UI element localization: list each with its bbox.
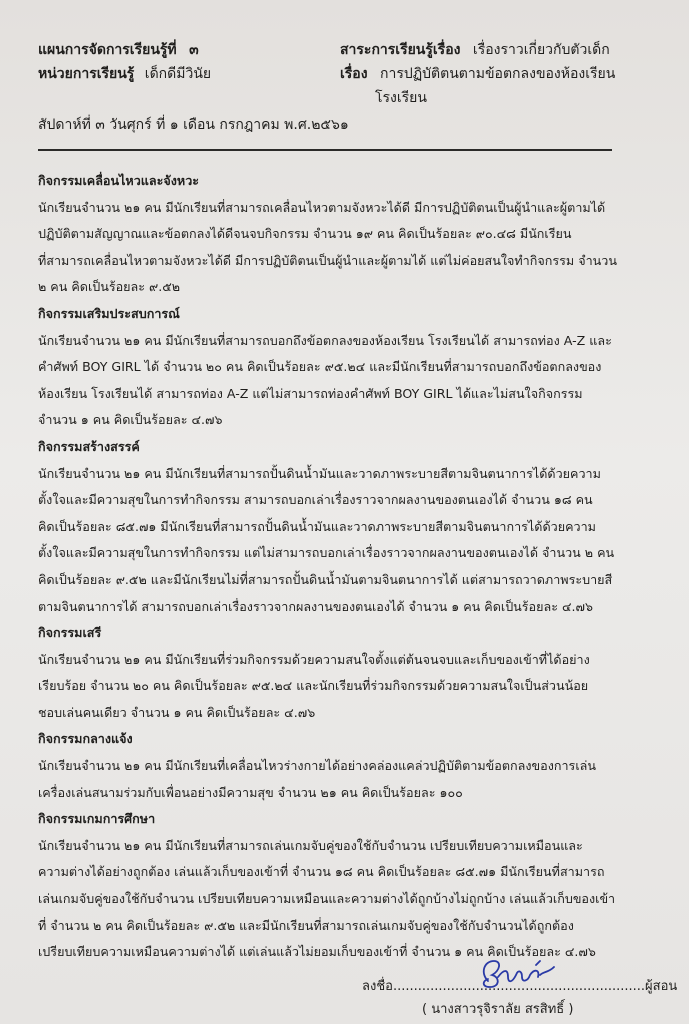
paragraph-line: ตั้งใจและมีความสุขในการทำกิจกรรม สามารถบอกเล่าเรื่องราวจากผลงานของตนเองได้ จำนวน ๑๘ คน	[38, 492, 593, 508]
paragraph-line: ๒ คน คิดเป็นร้อยละ ๙.๕๒	[38, 279, 181, 295]
paragraph-line: นักเรียนจำนวน ๒๑ คน มีนักเรียนที่สามารถเคลื่อนไหวตามจังหวะได้ดี มีการปฏิบัติตนเป็นผู้นำและผู้ตามได้	[38, 199, 606, 215]
section	[38, 620, 658, 726]
paragraph-line: ความต่างได้อย่างถูกต้อง เล่นแล้วเก็บของเข้าที่ จำนวน ๑๘ คน คิดเป็นร้อยละ ๘๕.๗๑ มีนักเรียนที่สามารถ	[38, 864, 605, 880]
paragraph-line: นักเรียนจำนวน ๒๑ คน มีนักเรียนที่เคลื่อนไหวร่างกายได้อย่างคล่องแคล่วปฏิบัติตามข้อตกลงของการเล่น	[38, 758, 596, 774]
core-value: เรื่องราวเกี่ยวกับตัวเด็ก	[472, 42, 610, 58]
paragraph-line: คิดเป็นร้อยละ ๘๕.๗๑ มีนักเรียนที่สามารถปั้นดินน้ำมันและวาดภาพระบายสีตามจินตนาการได้ด้วยความ	[38, 518, 596, 534]
signature-dots: .........................	[541, 979, 646, 994]
teacher-name: ( นางสาวรุจิราลัย สรสิทธิ์ )	[422, 1002, 574, 1017]
teacher-role: ผู้สอน	[645, 979, 678, 994]
section-title: กิจกรรมเกมการศึกษา	[38, 811, 156, 827]
section-title: กิจกรรมเสรี	[38, 625, 102, 641]
signature-block	[0, 955, 689, 1024]
paragraph-line: ตั้งใจและมีความสุขในการทำกิจกรรม แต่ไม่สามารถบอกเล่าเรื่องราวจากผลงานของตนเองได้ จำนวน ๒ คน	[38, 545, 615, 561]
topic-line	[340, 64, 615, 84]
topic-value: การปฏิบัติตนตามข้อตกลงของห้องเรียน	[380, 66, 616, 82]
plan-label: แผนการจัดการเรียนรู้ที่	[38, 42, 177, 58]
signature-dots: ....................................	[392, 979, 542, 994]
section	[38, 806, 658, 966]
topic-value-cont: โรงเรียน	[375, 90, 427, 106]
plan-line	[38, 40, 199, 60]
section-title: กิจกรรมเคลื่อนไหวและจังหวะ	[38, 173, 200, 188]
header-divider	[38, 149, 612, 151]
paragraph-line: เครื่องเล่นสนามร่วมกับเพื่อนอย่างมีความสุข จำนวน ๒๑ คน คิดเป็นร้อยละ ๑๐๐	[38, 784, 463, 800]
unit-label: หน่วยการเรียนรู้	[38, 66, 135, 82]
paragraph-line: ห้องเรียน โรงเรียนได้ สามารถท่อง A-Z แต่ไม่สามารถท่องคำศัพท์ BOY GIRL ได้และไม่สนใจกิจกรรม	[38, 385, 583, 401]
paragraph-line: จำนวน ๑ คน คิดเป็นร้อยละ ๔.๗๖	[38, 412, 223, 428]
paragraph-line: นักเรียนจำนวน ๒๑ คน มีนักเรียนที่สามารถบอกถึงข้อตกลงของห้องเรียน โรงเรียนได้ สามารถท่อง A-Z และ	[38, 332, 612, 348]
unit-value: เด็กดีมีวินัย	[144, 66, 212, 82]
plan-number: ๓	[189, 42, 199, 58]
paragraph-line: คิดเป็นร้อยละ ๙.๕๒ และมีนักเรียนไม่ที่สามารถปั้นดินน้ำมันตามจินตนาการได้ แต่สามารถวาดภาพระบายสี	[38, 571, 613, 587]
paragraph-line: ชอบเล่นคนเดียว จำนวน ๑ คน คิดเป็นร้อยละ ๔.๗๖	[38, 704, 316, 720]
paragraph-line: นักเรียนจำนวน ๒๑ คน มีนักเรียนที่สามารถปั้นดินน้ำมันและวาดภาพระบายสีตามจินตนาการได้ด้วยความ	[38, 465, 601, 481]
paragraph-line: ที่ จำนวน ๒ คน คิดเป็นร้อยละ ๙.๕๒ และมีนักเรียนที่สามารถเล่นเกมจับคู่ของใช้กับจำนวนได้ถูกต้อง	[38, 917, 574, 933]
document-header	[0, 0, 689, 133]
section	[38, 434, 658, 620]
section	[38, 301, 658, 434]
paragraph-line: เปรียบเทียบความเหมือนความต่างได้ แต่เล่นแล้วไม่ยอมเก็บของเข้าที่ จำนวน ๑ คน คิดเป็นร้อยละ ๔.๗๖	[38, 944, 596, 960]
handwritten-signature	[470, 955, 560, 993]
section-title: กิจกรรมเสริมประสบการณ์	[38, 305, 180, 321]
paragraph-line: คำศัพท์ BOY GIRL ได้ จำนวน ๒๐ คน คิดเป็นร้อยละ ๙๕.๒๔ และมีนักเรียนที่สามารถบอกถึงข้อตกลงของ	[38, 359, 602, 375]
core-label: สาระการเรียนรู้เรื่อง	[340, 42, 461, 58]
paragraph-line: นักเรียนจำนวน ๒๑ คน มีนักเรียนที่ร่วมกิจกรรมด้วยความสนใจตั้งแต่ต้นจนจบและเก็บของเข้าที่ได้อย่าง	[38, 651, 590, 667]
section-title: กิจกรรมกลางแจ้ง	[38, 731, 133, 747]
paragraph-line: เรียบร้อย จำนวน ๒๐ คน คิดเป็นร้อยละ ๙๕.๒๔ และนักเรียนที่ร่วมกิจกรรมด้วยความสนใจเป็นส่วนน้อย	[38, 678, 589, 694]
section	[38, 726, 658, 806]
date-line: สัปดาห์ที่ ๓ วันศุกร์ ที่ ๑ เดือน กรกฎาคม พ.ศ.๒๕๖๑	[38, 117, 349, 133]
unit-line	[38, 64, 211, 84]
topic-label: เรื่อง	[340, 66, 368, 82]
paragraph-line: ตามจินตนาการได้ สามารถบอกเล่าเรื่องราวจากผลงานของตนเองได้ จำนวน ๑ คน คิดเป็นร้อยละ ๔.๗๖	[38, 598, 593, 614]
paragraph-line: ที่สามารถเคลื่อนไหวตามจังหวะได้ดี มีการปฏิบัติตนเป็นผู้นำและผู้ตามได้ แต่ไม่ค่อยสนใจทำกิจกรรม จำนวน	[38, 252, 617, 268]
section	[38, 168, 658, 301]
paragraph-line: นักเรียนจำนวน ๒๑ คน มีนักเรียนที่สามารถเล่นเกมจับคู่ของใช้กับจำนวน เปรียบเทียบความเหมือนและ	[38, 837, 583, 853]
paragraph-line: เล่นเกมจับคู่ของใช้กับจำนวน เปรียบเทียบความเหมือนและความต่างได้ถูกบ้างไม่ถูกบ้าง เล่นแล้วเก็บของเข้า	[38, 891, 616, 907]
core-line	[340, 40, 610, 60]
sign-label: ลงชื่อ	[362, 979, 393, 994]
paragraph-line: ปฏิบัติตามสัญญาณและข้อตกลงได้ดีจนจบกิจกรรม จำนวน ๑๙ คน คิดเป็นร้อยละ ๙๐.๔๘ มีนักเรียน	[38, 226, 572, 242]
section-title: กิจกรรมสร้างสรรค์	[38, 438, 140, 454]
document-body	[38, 168, 658, 966]
